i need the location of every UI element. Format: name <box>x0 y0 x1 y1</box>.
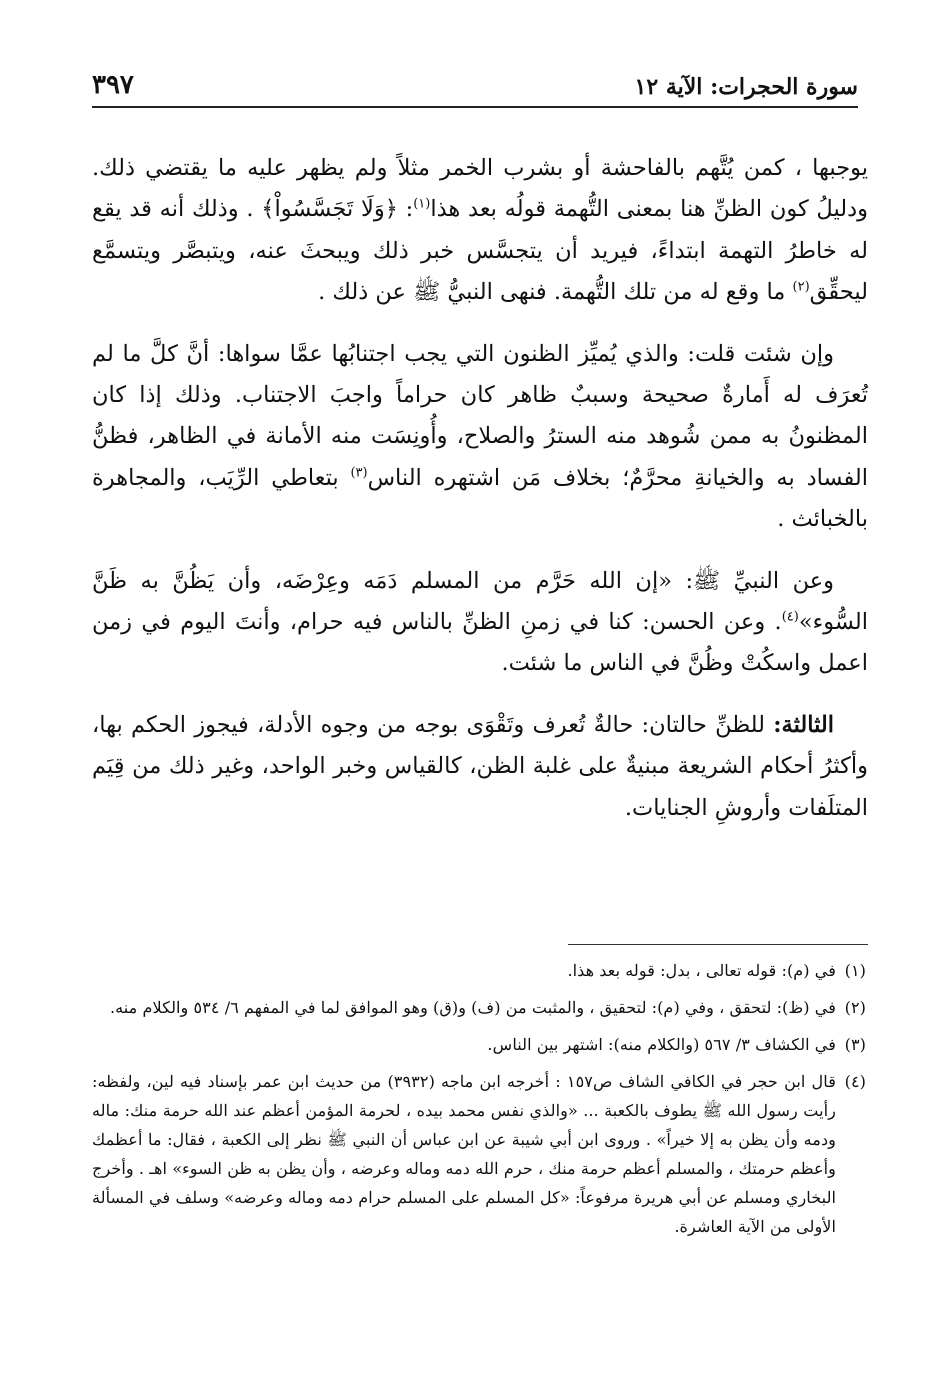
footnote-ref-1[interactable]: (١) <box>413 196 431 212</box>
main-text <box>92 148 868 849</box>
paragraph-4: الثالثة: للظنِّ حالتان: حالةٌ تُعرف وتَقْوَى بوجه من وجوه الأدلة، فيجوز الحكم بها، وأكثرُ أحكام الشريعة مبنيةٌ على غلبة الظن، كالقياس وخبر الواحد، وغير ذلك من قِيَم المتلَفات وأروشِ الجنايات. <box>92 711 868 821</box>
footnotes <box>92 956 866 1249</box>
paragraph-2: وإن شئت قلت: والذي يُميِّز الظنون التي يجب اجتنابُها عمَّا سواها: أنَّ كلَّ ما لم تُعرَف له أَمارةٌ صحيحة وسببٌ ظاهر كان حراماً واجبَ الاجتناب. وذلك إذا كان المظنونُ به ممن شُوهد منه السترُ والصلاح، وأُونِسَت منه الأمانة في الظاهر، فظنُّ الفساد به والخيانةِ محرَّمٌ؛ بخلاف مَن اشتهره الناس$^{(٣)}$ بتعاطي الرِّيَب، والمجاهرة بالخبائث . <box>92 340 869 533</box>
section-label: الثالثة: <box>773 711 834 738</box>
footnote-1: (١)في (م): قوله تعالى ، بدل: قوله بعد هذا. <box>567 961 866 980</box>
page-number: ٣٩٧ <box>92 70 134 100</box>
paragraph-3: وعن النبيِّ ﷺ: «إن الله حَرَّم من المسلم دَمَه وعِرْضَه، وأن يَظُنَّ به ظَنَّ السُّوء»$^{(٤)}$. وعن الحسن: كنا في زمنِ الظنِّ بالناس فيه حرام، وأنتَ اليوم في زمن اعمل واسكُتْ وظُنَّ في الناس ما شئت. <box>92 567 868 677</box>
page-header <box>92 68 858 108</box>
footnote-ref-2[interactable]: (٢) <box>792 279 810 295</box>
footnote-ref-3[interactable]: (٣) <box>350 465 368 481</box>
footnote-ref-4[interactable]: (٤) <box>781 609 799 625</box>
footnote-4: (٤)قال ابن حجر في الكافي الشاف ص١٥٧ : أخرجه ابن ماجه (٣٩٣٢) من حديث ابن عمر بإسناد فيه لين، ولفظه: رأيت رسول الله ﷺ يطوف بالكعبة ... «والذي نفس محمد بيده ، لحرمة المؤمن أعظم عند الله حرمة منك: ماله ودمه وأن يظن به إلا خيراً» . وروى ابن أبي شيبة عن ابن عباس أن النبي ﷺ نظر إلى الكعبة ، فقال: ما أعظمك وأعظم حرمتك ، والمسلم أعظم حرمة منك ، حرم الله دمه وماله وعرضه ، وأن يظن به ظن السوء» اهـ . وأخرج البخاري ومسلم عن أبي هريرة مرفوعاً: «كل المسلم على المسلم حرام دمه وماله وعرضه» وسلف في المسألة الأولى من الآية العاشرة. <box>92 1072 866 1236</box>
footnote-3: (٣)في الكشاف ٣/ ٥٦٧ (والكلام منه): اشتهر بين الناس. <box>487 1035 866 1054</box>
running-title: سورة الحجرات: الآية ١٢ <box>634 74 858 100</box>
footnote-separator <box>568 944 868 945</box>
footnote-2: (٢)في (ظ): لتحقق ، وفي (م): لتحقيق ، والمثبت من (ف) و(ق) وهو الموافق لما في المفهم ٦/ ٥٣٤ والكلام منه. <box>109 998 866 1017</box>
paragraph-1: يوجبها ، كمن يُتَّهم بالفاحشة أو بشرب الخمر مثلاً ولم يظهر عليه ما يقتضي ذلك. ودليلُ كون الظنِّ هنا بمعنى التُّهمة قولُه بعد هذا$^{(١)}$: ﴿وَلَا تَجَسَّسُواْ﴾ . وذلك أنه قد يقع له خاطرُ التهمة ابتداءً، فيريد أن يتجسَّس خبر ذلك ويبحثَ عنه، ويتبصَّر ويتسمَّع ليحقِّق$^{(٢)}$ ما وقع له من تلك التُّهمة. فنهى النبيُّ ﷺ عن ذلك . <box>92 155 868 306</box>
